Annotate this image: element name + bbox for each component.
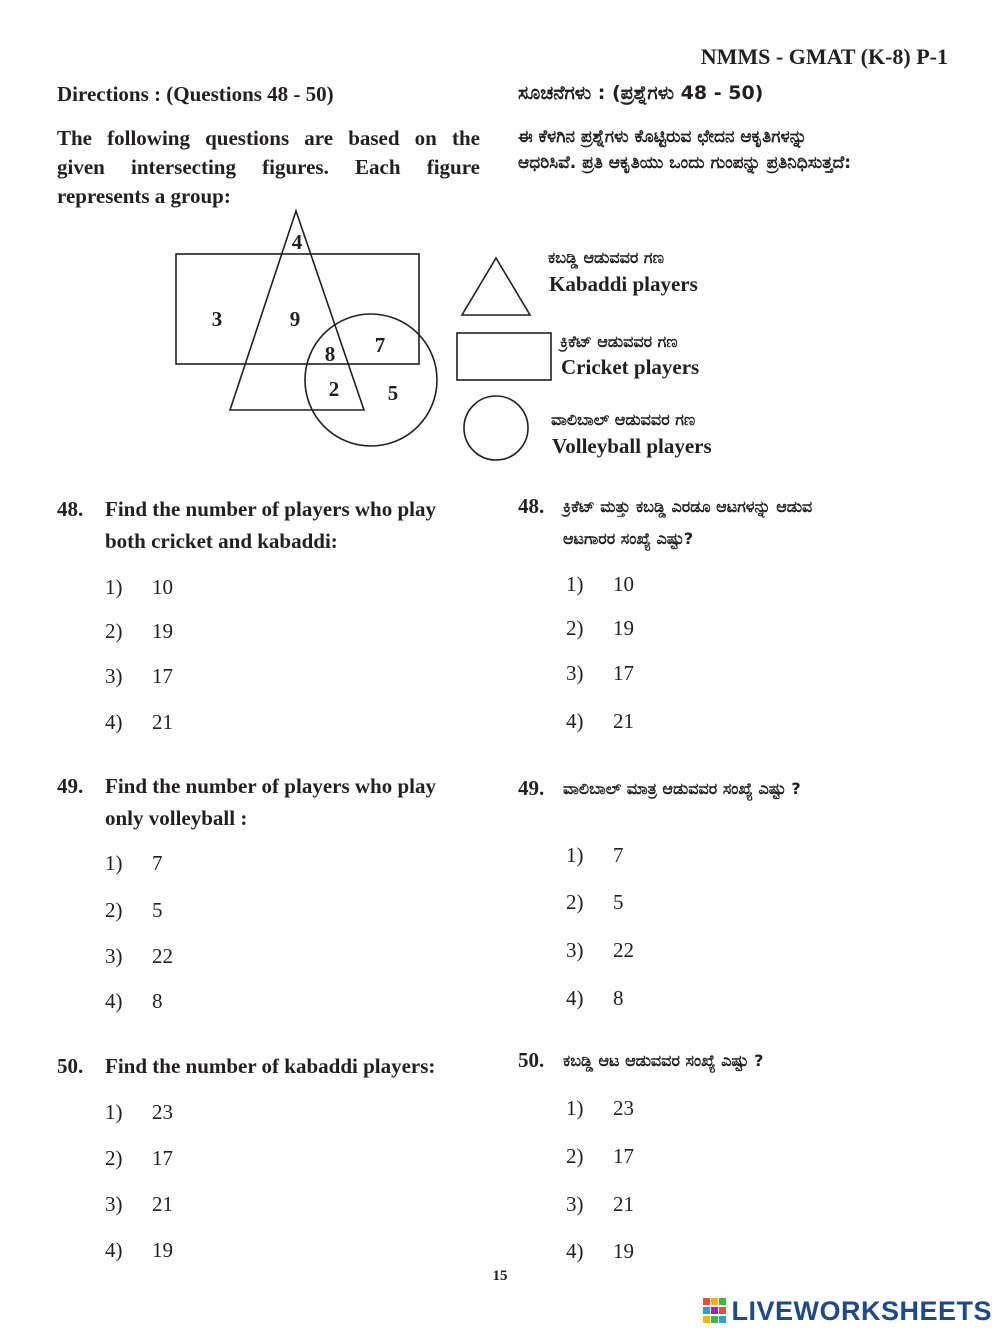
legend-triangle-icon — [462, 258, 530, 315]
question-line: Find the number of players who play — [105, 497, 436, 521]
question-49-text-kn — [563, 773, 801, 805]
question-line: ಆಟಗಾರರ ಸಂಖ್ಯೆ ಎಷ್ಟು? — [563, 529, 694, 548]
q49-option-3-en[interactable]: 3) 22 — [105, 944, 173, 968]
q48-option-4-kn[interactable]: 4) 21 — [566, 709, 634, 733]
directions-title-kn: ಸೂಚನೆಗಳು : (ಪ್ರಶ್ನೆಗಳು 48 - 50) — [518, 82, 764, 104]
q49-option-4-en[interactable]: 4) 8 — [105, 989, 163, 1013]
page-header: NMMS - GMAT (K-8) P-1 — [700, 44, 948, 69]
q48-option-1-en[interactable]: 1) 10 — [105, 575, 173, 599]
q49-option-4-kn[interactable]: 4) 8 — [566, 986, 624, 1010]
question-line: ವಾಲಿಬಾಲ್ ಮಾತ್ರ ಆಡುವವರ ಸಂಖ್ಯೆ ಎಷ್ಟು ? — [563, 779, 801, 798]
question-line: Find the number of players who play — [105, 774, 436, 798]
question-50-text-en — [105, 1050, 435, 1082]
q49-option-3-kn[interactable]: 3) 22 — [566, 938, 634, 962]
question-48-text-en — [105, 493, 436, 557]
region-all-three: 8 — [324, 342, 336, 366]
directions-text-kn — [518, 124, 948, 176]
q48-option-3-en[interactable]: 3) 17 — [105, 664, 173, 688]
question-line: both cricket and kabaddi: — [105, 529, 338, 553]
legend-rectangle-icon — [457, 333, 551, 380]
region-triangle-only: 4 — [291, 230, 303, 254]
question-49-number-kn: 49. — [518, 776, 545, 800]
question-49-number-en: 49. — [57, 774, 84, 798]
directions-title-en: Directions : (Questions 48 - 50) — [57, 82, 334, 106]
region-circle-only: 5 — [387, 381, 399, 405]
legend-volleyball-en: Volleyball players — [552, 434, 712, 458]
question-48-text-kn — [563, 491, 812, 555]
directions-line-en: given intersecting figures. Each figure — [57, 155, 480, 179]
q48-option-3-kn[interactable]: 3) 17 — [566, 661, 634, 685]
directions-line-en: represents a group: — [57, 184, 231, 208]
q49-option-2-kn[interactable]: 2) 5 — [566, 890, 624, 914]
region-triangle-circle: 2 — [328, 377, 340, 401]
venn-diagram — [0, 200, 1000, 470]
question-50-text-kn — [563, 1045, 763, 1077]
region-rectangle-circle: 7 — [374, 333, 386, 357]
legend-circle-icon — [464, 396, 528, 460]
q49-option-2-en[interactable]: 2) 5 — [105, 898, 163, 922]
brand-name: LIVEWORKSHEETS — [731, 1295, 992, 1326]
question-line: ಕಬಡ್ಡಿ ಆಟ ಆಡುವವರ ಸಂಖ್ಯೆ ಎಷ್ಟು ? — [563, 1051, 764, 1070]
q50-option-1-en[interactable]: 1) 23 — [105, 1100, 173, 1124]
volleyball-circle — [305, 314, 437, 446]
question-line: ಕ್ರಿಕೆಟ್ ಮತ್ತು ಕಬಡ್ಡಿ ಎರಡೂ ಆಟಗಳನ್ನು ಆಡುವ — [563, 497, 813, 516]
question-line: only volleyball : — [105, 806, 248, 830]
q50-option-1-kn[interactable]: 1) 23 — [566, 1096, 634, 1120]
q50-option-4-kn[interactable]: 4) 19 — [566, 1239, 634, 1263]
directions-text-en — [57, 124, 480, 211]
region-rectangle-only: 3 — [211, 307, 223, 331]
legend-cricket-kn: ಕ್ರಿಕೆಟ್ ಆಡುವವರ ಗಣ — [560, 332, 678, 351]
directions-line-en: The following questions are based on the — [57, 126, 480, 150]
q49-option-1-kn[interactable]: 1) 7 — [566, 843, 624, 867]
question-48-number-en: 48. — [57, 497, 84, 521]
question-line: Find the number of kabaddi players: — [105, 1054, 436, 1078]
question-50-number-kn: 50. — [518, 1048, 545, 1072]
q50-option-3-en[interactable]: 3) 21 — [105, 1192, 173, 1216]
directions-line-kn: ಈ ಕೆಳಗಿನ ಪ್ರಶ್ನೆಗಳು ಕೊಟ್ಟಿರುವ ಛೇದನ ಆಕೃತಿಗಳನ್ನು — [518, 127, 807, 147]
legend-kabaddi-kn: ಕಬಡ್ಡಿ ಆಡುವವರ ಗಣ — [548, 248, 664, 267]
legend-volleyball-kn: ವಾಲಿಬಾಲ್ ಆಡುವವರ ಗಣ — [551, 410, 696, 429]
q50-option-2-en[interactable]: 2) 17 — [105, 1146, 173, 1170]
q49-option-1-en[interactable]: 1) 7 — [105, 851, 163, 875]
q50-option-4-en[interactable]: 4) 19 — [105, 1238, 173, 1262]
q48-option-2-kn[interactable]: 2) 19 — [566, 616, 634, 640]
question-48-number-kn: 48. — [518, 494, 545, 518]
page-number: 15 — [492, 1268, 508, 1284]
q48-option-4-en[interactable]: 4) 21 — [105, 710, 173, 734]
question-49-text-en — [105, 770, 436, 834]
legend-kabaddi-en: Kabaddi players — [549, 272, 698, 296]
legend-cricket-en: Cricket players — [561, 355, 700, 379]
liveworksheets-logo-icon — [703, 1298, 727, 1324]
q50-option-3-kn[interactable]: 3) 21 — [566, 1192, 634, 1216]
liveworksheets-brand[interactable] — [703, 1294, 992, 1328]
question-50-number-en: 50. — [57, 1054, 84, 1078]
q50-option-2-kn[interactable]: 2) 17 — [566, 1144, 634, 1168]
region-triangle-rectangle: 9 — [289, 307, 301, 331]
q48-option-1-kn[interactable]: 1) 10 — [566, 572, 634, 596]
q48-option-2-en[interactable]: 2) 19 — [105, 619, 173, 643]
directions-line-kn: ಆಧರಿಸಿವೆ. ಪ್ರತಿ ಆಕೃತಿಯು ಒಂದು ಗುಂಪನ್ನು ಪ್ರತಿನಿಧಿಸುತ್ತದೆ: — [518, 153, 852, 173]
